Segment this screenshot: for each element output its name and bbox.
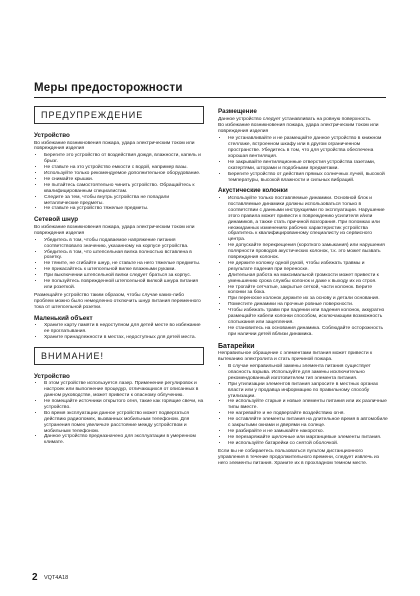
list-item: • Храните принадлежности в местах, недоступных для детей места. — [44, 335, 204, 341]
list-item: • При переноске колонок держите их за основу и детали основания. — [228, 296, 388, 302]
cord-intro: Во избежание возникновения пожара, удара электрическим током или повреждения изделия — [34, 224, 195, 236]
list-item: • Длительная работа на максимальной громкости может привести к уменьшению срока службы колонок и даже к выходу их из строя. — [228, 273, 388, 285]
section-heading-device: Устройство — [34, 132, 70, 139]
page-number: 2 — [32, 572, 38, 583]
list-item: • При утилизации элементов питания запросите в местных органах власти или у продавца информацию по правильному способу утилизации. — [228, 382, 388, 400]
list-item: • Данное устройство предназначено для эксплуатации в умеренном климате. — [44, 434, 204, 446]
small-object-list — [34, 323, 204, 341]
battery-intro: Неправильное обращение с элементами питания может привести к вытеканию электролита и стать причиной пожара. — [218, 351, 373, 363]
section-heading-placement: Размещение — [218, 108, 257, 115]
cord-note: Размещайте устройство таким образом, чтобы случае каких-либо проблем можно было немедленно отключить шнур питания переменного тока от штепсельной розетки. — [34, 292, 201, 310]
list-item: • Не нагревайте и не подвергайте воздействию огня. — [228, 411, 388, 417]
list-item: • Не прикасайтесь к штепсельной вилке влажными руками. — [44, 267, 204, 273]
device-caution-list — [34, 381, 204, 446]
section-heading-cord: Сетевой шнур — [34, 216, 79, 224]
list-item: • Берегите это устройство от воздействия дождя, влажности, капель и брызг. — [44, 153, 204, 165]
list-item: • Не закрывайте вентиляционные отверстия устройства газетами, скатертями, шторами и подобными предметами. — [228, 160, 388, 172]
list-item: • Не становитесь на основания динамика. Соблюдайте осторожность при наличии детей вблизи динамика. — [228, 326, 388, 338]
list-item: • При выключении штепсельной вилки следует браться за корпус. — [44, 273, 204, 279]
list-item: • Берегите устройство от действия прямых солнечных лучей, высокой температуры, высокой влажности и сильных вибраций. — [228, 172, 388, 184]
list-item: • Не устанавливайте и не размещайте данное устройство в книжном стеллаже, встроенном шкафу или в другом ограниченном пространстве. Убедитесь в том, что для устройства обеспечена хорошая вентиляция. — [228, 136, 388, 160]
section-heading-device-caution: Устройство — [34, 372, 70, 380]
list-item: • В случае неправильной замены элемента питания существует опасность взрыва. Используйте для замены исключительно рекомендованный изготовителем тип элемента питания. — [228, 364, 388, 382]
title-divider — [34, 97, 386, 98]
list-item: • Не тяните, не сгибайте шнур, не ставьте на него тяжелые предметы. — [44, 261, 204, 267]
list-item: • Используйте только рекомендуемое дополнительное оборудование. — [44, 171, 204, 177]
list-item: • Чтобы избежать травм при падении или падения колонок, аккуратно размещайте кабели колонки способом, исключающим возможность спотыкания или зацепления. — [228, 308, 388, 326]
left-column — [34, 104, 204, 448]
list-item: • Не оставляйте элементы питания на длительное время в автомобиле с закрытыми окнами и дверями на солнце. — [228, 417, 388, 429]
list-item: • Не используйте батарейки со снятой оболочкой. — [228, 441, 388, 447]
list-item: • Храните карту памяти в недоступном для детей месте во избежание ее проглатывания. — [44, 323, 204, 335]
list-item: • Не пользуйтесь поврежденной штепсельной вилкой шнура питания или розеткой. — [44, 279, 204, 291]
section-heading-small-object: Маленький объект — [34, 314, 93, 322]
list-item: • Используйте только поставляемые динамики. Основной блок и поставляемые динамики должны использоваться только в соответствии с данными инструкциями по эксплуатации. Нарушение этого правила может привести к повреждению усилителя и/или динамиков, а также стать причиной возгорания. При поломках или неожиданных изменениях рабочих характеристик устройства обратитесь к квалифицированному специалисту из сервисного центра. — [228, 196, 388, 243]
list-item: • Убедитесь в том, чтобы подаваемое напряжение питания соответствовало значению, указанному на корпусе устройства. — [44, 238, 204, 250]
battery-list — [218, 364, 388, 447]
placement-list — [218, 136, 388, 183]
list-item: • Не допускайте перекрещения (короткого замыкания) или нарушения полярности проводов акустических колонок, т.к. это может вызвать повреждения колонок. — [228, 243, 388, 261]
placement-intro-2: Во избежание возникновения пожара, удара электрическим током или повреждения изделия — [218, 123, 379, 135]
list-item: • Не ставьте на это устройство емкости с водой, например вазы. — [44, 165, 204, 171]
list-item: • Не держите колонку одной рукой, чтобы избежать травмы и результате падения при переноске. — [228, 261, 388, 273]
list-item: • Поместите динамики на прочные ровные поверхности. — [228, 302, 388, 308]
section-heading-speakers: Акустические колонки — [218, 187, 288, 195]
device-intro: Во избежание возникновения пожара, удара электрическим током или повреждения изделия — [34, 140, 195, 152]
list-item: • Не пытайтесь самостоятельно чинить устройство. Обращайтесь к квалифицированным специалистам. — [44, 183, 204, 195]
warning-box: ПРЕДУПРЕЖДЕНИЕ — [34, 106, 204, 124]
speaker-list — [218, 196, 388, 338]
list-item: • Не ставьте на устройство тяжелые предметы. — [44, 206, 204, 212]
list-item: • Не используйте старые и новые элементы питания или их различные типы вместе. — [228, 399, 388, 411]
list-item: • Не перезаряжайте щелочные или марганцевые элементы питания. — [228, 435, 388, 441]
list-item: • Во время эксплуатации данное устройство может подвергаться действию радиопомех, вызванных мобильным телефоном. Для устранения помех увеличьте расстояние между устройством и мобильным телефоном. — [44, 411, 204, 435]
list-item: • Не помещайте источники открытого огня, такие как горящие свечи, на устройство. — [44, 399, 204, 411]
caution-box: ВНИМАНИЕ! — [34, 347, 204, 365]
battery-note: Если вы не собираетесь пользоваться пультом дистанционного управления в течение продолжительного времени, следует извлечь из него элементы питания. Храните их в прохладном темном месте. — [218, 448, 380, 466]
device-list — [34, 153, 204, 212]
section-heading-batteries: Батарейки — [218, 342, 255, 350]
list-item: • Не трогайте сетчатые, закрытые сеткой, части колонок. Берите колонки за бока. — [228, 285, 388, 297]
page-title: Меры предосторожности — [34, 82, 183, 94]
list-item: • Не разбирайте и не замыкайте накоротко. — [228, 429, 388, 435]
document-code: VQT4A18 — [44, 575, 69, 581]
list-item: • Следите за тем, чтобы внутрь устройства не попадали металлические предметы. — [44, 195, 204, 207]
list-item: • Не снимайте крышки. — [44, 177, 204, 183]
list-item: • В этом устройстве используется лазер. Применение регулировок и настроек или выполнение процедур, отличающихся от описанных в данном руководстве, может привести к опасному облучению. — [44, 381, 204, 399]
cord-list — [34, 238, 204, 291]
right-column — [218, 104, 388, 467]
placement-intro: Данное устройство следует устанавливать на ровную поверхность. — [218, 116, 372, 122]
list-item: • Убедитесь в том, что штепсельная вилка полностью вставлена в розетку. — [44, 250, 204, 262]
